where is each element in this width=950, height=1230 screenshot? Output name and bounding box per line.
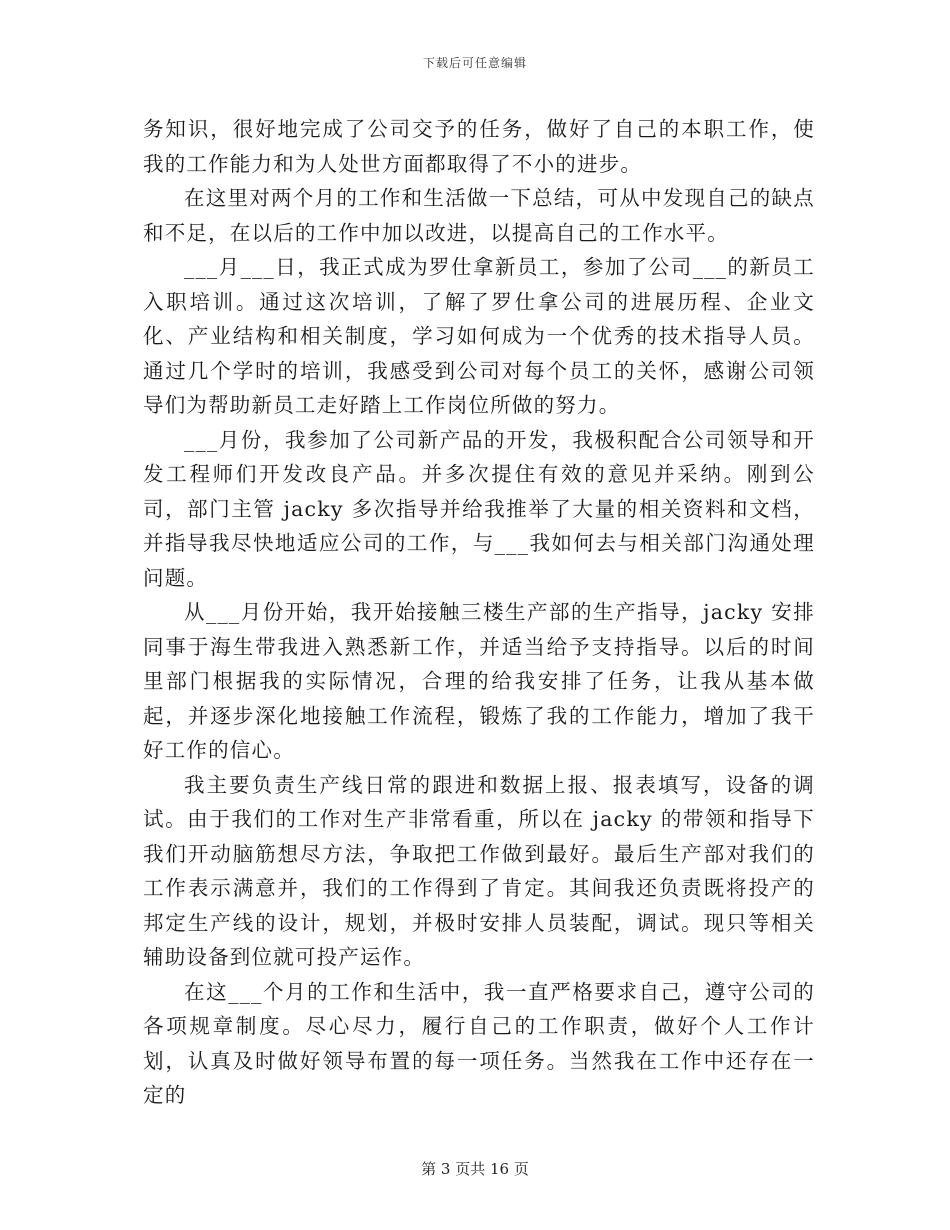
paragraph-continuation: 务知识，很好地完成了公司交予的任务，做好了自己的本职工作，使我的工作能力和为人处世方面都取得了不小的进步。 — [143, 117, 815, 176]
paragraph-production-guidance: 从___月份开始，我开始接触三楼生产部的生产指导，jacky 安排同事于海生带我进入熟悉新工作，并适当给予支持指导。以后的时间里部门根据我的实际情况，合理的给我安排了任务，让我从基本做起，并逐步深化地接触工作流程，锻炼了我的工作能力，增加了我干好工作的信心。 — [143, 600, 815, 762]
paragraph-product-development: ___月份，我参加了公司新产品的开发，我极积配合公司领导和开发工程师们开发改良产品。并多次提住有效的意见并采纳。刚到公司，部门主管 jacky 多次指导并给我推举了大量的相关资料和文档，并指导我尽快地适应公司的工作，与___我如何去与相关部门沟通处理问题。 — [143, 427, 815, 590]
document-body — [143, 112, 815, 1113]
paragraph-responsibilities: 我主要负责生产线日常的跟进和数据上报、报表填写，设备的调试。由于我们的工作对生产非常看重，所以在 jacky 的带领和指导下我们开动脑筋想尽方法，争取把工作做到最好。最后生产部对我们的工作表示满意并，我们的工作得到了肯定。其间我还负责既将投产的邦定生产线的设计，规划，并极时安排人员装配，调试。现只等相关辅助设备到位就可投产运作。 — [143, 772, 815, 969]
paragraph-summary: 在这里对两个月的工作和生活做一下总结，可从中发现自己的缺点和不足，在以后的工作中加以改进，以提高自己的工作水平。 — [143, 186, 815, 245]
paragraph-training: ___月___日，我正式成为罗仕拿新员工，参加了公司___的新员工入职培训。通过这次培训，了解了罗仕拿公司的进展历程、企业文化、产业结构和相关制度，学习如何成为一个优秀的技术指导人员。通过几个学时的培训，我感受到公司对每个员工的关怀，感谢公司领导们为帮助新员工走好踏上工作岗位所做的努力。 — [143, 255, 815, 417]
page-header: 下载后可任意编辑 — [422, 56, 527, 70]
paragraph-self-discipline: 在这___个月的工作和生活中，我一直严格要求自己，遵守公司的各项规章制度。尽心尽力，履行自己的工作职责，做好个人工作计划，认真及时做好领导布置的每一项任务。当然我在工作中还存在一定的 — [143, 979, 815, 1107]
page-footer: 第 3 页共 16 页 — [421, 1160, 529, 1178]
